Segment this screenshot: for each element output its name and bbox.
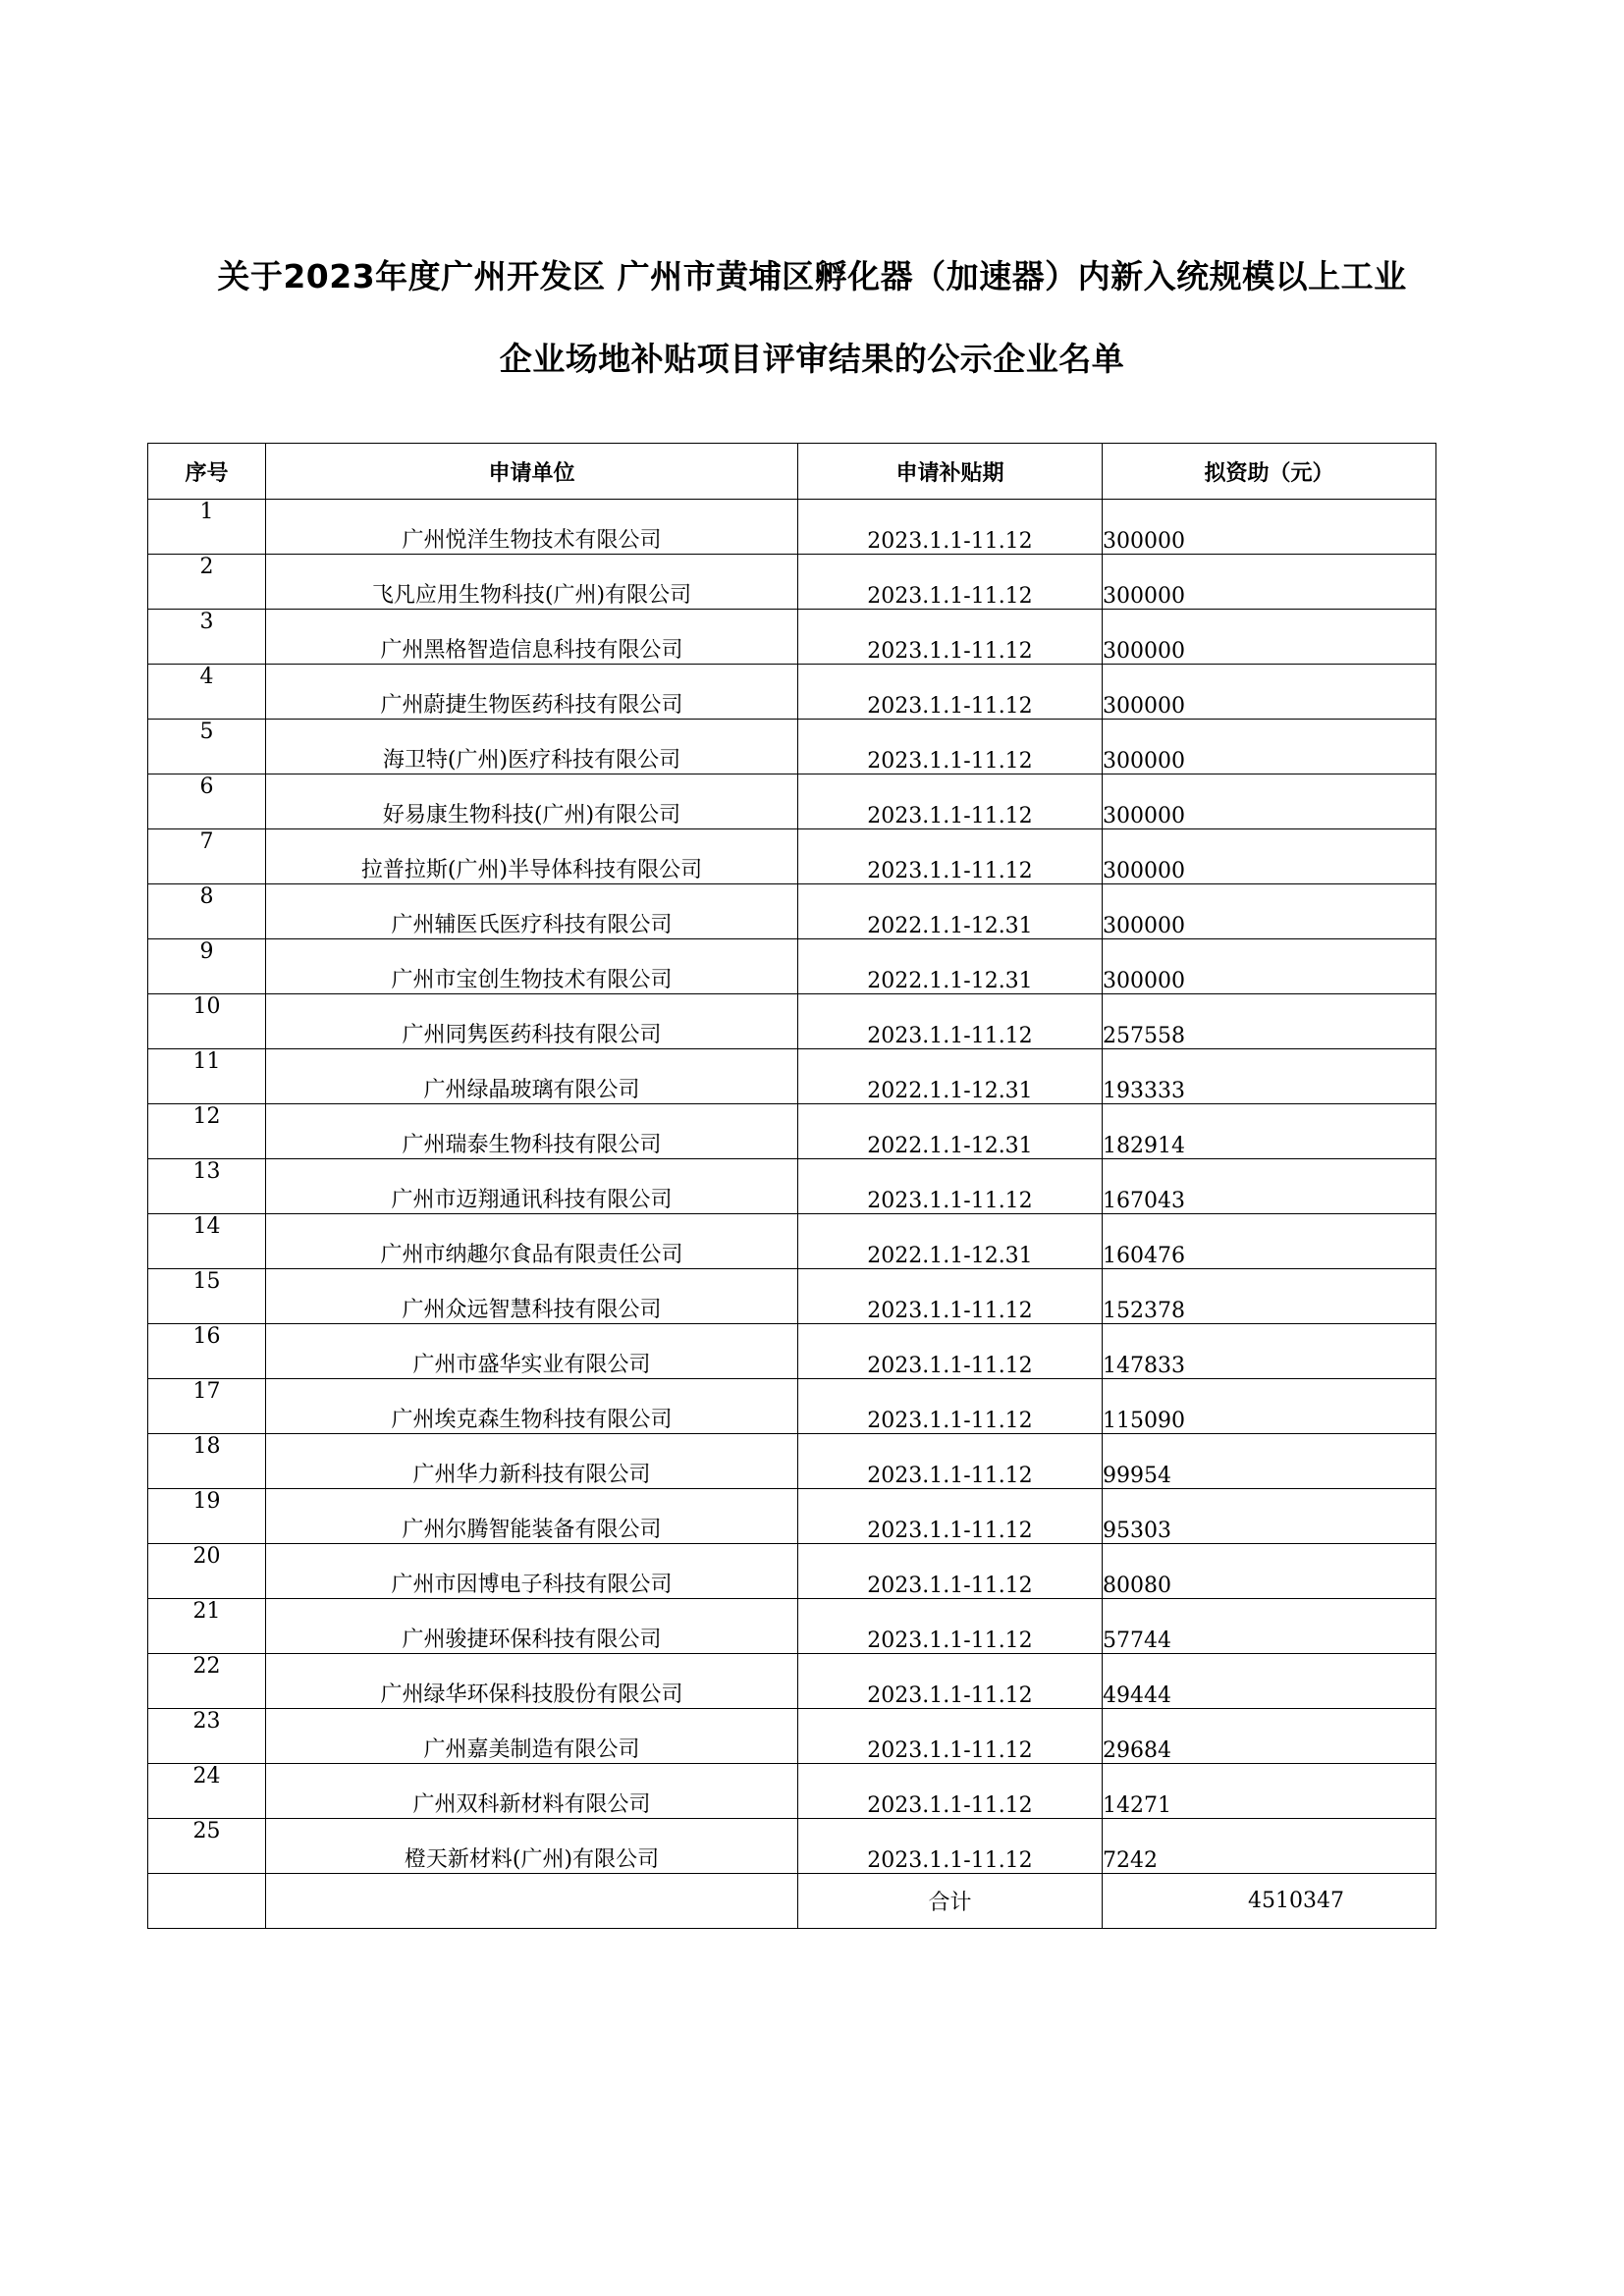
header-serial-number: 序号 xyxy=(148,444,266,500)
subsidy-period-cell: 2023.1.1-11.12 xyxy=(798,555,1103,610)
serial-number-cell: 7 xyxy=(148,829,266,884)
table-row xyxy=(148,555,1436,610)
table-row xyxy=(148,994,1436,1049)
subsidy-amount-cell: 57744 xyxy=(1103,1599,1436,1654)
table-row xyxy=(148,939,1436,994)
table-row xyxy=(148,774,1436,829)
subsidy-period-cell: 2023.1.1-11.12 xyxy=(798,500,1103,555)
subsidy-period-cell: 2023.1.1-11.12 xyxy=(798,1544,1103,1599)
applicant-cell: 广州黑格智造信息科技有限公司 xyxy=(266,610,798,665)
subsidy-amount-cell: 152378 xyxy=(1103,1269,1436,1324)
total-label: 合计 xyxy=(798,1874,1103,1929)
table-row xyxy=(148,1599,1436,1654)
subsidy-period-cell: 2023.1.1-11.12 xyxy=(798,665,1103,720)
subsidy-amount-cell: 300000 xyxy=(1103,829,1436,884)
serial-number-cell: 25 xyxy=(148,1819,266,1874)
table-row xyxy=(148,500,1436,555)
subsidy-amount-cell: 29684 xyxy=(1103,1709,1436,1764)
subsidy-amount-cell: 300000 xyxy=(1103,665,1436,720)
table-row xyxy=(148,1379,1436,1434)
table-row xyxy=(148,884,1436,939)
serial-number-cell: 15 xyxy=(148,1269,266,1324)
subsidy-amount-cell: 160476 xyxy=(1103,1214,1436,1269)
serial-number-cell: 18 xyxy=(148,1434,266,1489)
serial-number-cell: 22 xyxy=(148,1654,266,1709)
applicant-cell: 飞凡应用生物科技(广州)有限公司 xyxy=(266,555,798,610)
serial-number-cell: 6 xyxy=(148,774,266,829)
subsidy-period-cell: 2023.1.1-11.12 xyxy=(798,1379,1103,1434)
serial-number-cell: 13 xyxy=(148,1159,266,1214)
table-row xyxy=(148,1764,1436,1819)
serial-number-cell: 8 xyxy=(148,884,266,939)
applicant-cell: 广州蔚捷生物医药科技有限公司 xyxy=(266,665,798,720)
applicant-cell: 广州绿华环保科技股份有限公司 xyxy=(266,1654,798,1709)
subsidy-amount-cell: 257558 xyxy=(1103,994,1436,1049)
subsidy-amount-cell: 300000 xyxy=(1103,555,1436,610)
table-row xyxy=(148,610,1436,665)
serial-number-cell: 12 xyxy=(148,1104,266,1159)
subsidy-period-cell: 2023.1.1-11.12 xyxy=(798,1819,1103,1874)
document-title-line-2: 企业场地补贴项目评审结果的公示企业名单 xyxy=(499,340,1125,378)
table-row xyxy=(148,1159,1436,1214)
table-row xyxy=(148,665,1436,720)
serial-number-cell: 20 xyxy=(148,1544,266,1599)
subsidy-amount-cell: 49444 xyxy=(1103,1654,1436,1709)
subsidy-amount-cell: 7242 xyxy=(1103,1819,1436,1874)
subsidy-period-cell: 2022.1.1-12.31 xyxy=(798,1049,1103,1104)
subsidy-period-cell: 2023.1.1-11.12 xyxy=(798,1489,1103,1544)
applicant-cell: 广州市宝创生物技术有限公司 xyxy=(266,939,798,994)
subsidy-period-cell: 2023.1.1-11.12 xyxy=(798,1599,1103,1654)
table-row xyxy=(148,1654,1436,1709)
serial-number-cell: 19 xyxy=(148,1489,266,1544)
applicant-cell: 广州华力新科技有限公司 xyxy=(266,1434,798,1489)
subsidy-period-cell: 2022.1.1-12.31 xyxy=(798,1104,1103,1159)
table-row xyxy=(148,1324,1436,1379)
applicant-cell: 广州双科新材料有限公司 xyxy=(266,1764,798,1819)
subsidy-period-cell: 2023.1.1-11.12 xyxy=(798,774,1103,829)
serial-number-cell: 17 xyxy=(148,1379,266,1434)
applicant-cell: 广州绿晶玻璃有限公司 xyxy=(266,1049,798,1104)
applicant-cell: 广州同隽医药科技有限公司 xyxy=(266,994,798,1049)
applicant-cell: 广州市盛华实业有限公司 xyxy=(266,1324,798,1379)
subsidy-period-cell: 2023.1.1-11.12 xyxy=(798,994,1103,1049)
applicant-cell: 广州市因博电子科技有限公司 xyxy=(266,1544,798,1599)
table-row xyxy=(148,1709,1436,1764)
applicant-cell: 广州悦洋生物技术有限公司 xyxy=(266,500,798,555)
applicant-cell: 广州市纳趣尔食品有限责任公司 xyxy=(266,1214,798,1269)
table-row xyxy=(148,1104,1436,1159)
serial-number-cell: 4 xyxy=(148,665,266,720)
subsidy-period-cell: 2023.1.1-11.12 xyxy=(798,829,1103,884)
serial-number-cell: 10 xyxy=(148,994,266,1049)
subsidy-amount-cell: 300000 xyxy=(1103,610,1436,665)
subsidy-amount-cell: 300000 xyxy=(1103,884,1436,939)
header-subsidy-amount: 拟资助（元） xyxy=(1103,444,1436,500)
applicant-cell: 广州尔腾智能装备有限公司 xyxy=(266,1489,798,1544)
subsidy-period-cell: 2022.1.1-12.31 xyxy=(798,884,1103,939)
subsidy-period-cell: 2023.1.1-11.12 xyxy=(798,1764,1103,1819)
serial-number-cell: 3 xyxy=(148,610,266,665)
subsidy-period-cell: 2023.1.1-11.12 xyxy=(798,610,1103,665)
table-row xyxy=(148,1434,1436,1489)
serial-number-cell: 21 xyxy=(148,1599,266,1654)
table-row xyxy=(148,1819,1436,1874)
subsidy-period-cell: 2023.1.1-11.12 xyxy=(798,1324,1103,1379)
subsidy-amount-cell: 95303 xyxy=(1103,1489,1436,1544)
total-amount: 4510347 xyxy=(1103,1874,1436,1929)
applicant-cell: 广州埃克森生物科技有限公司 xyxy=(266,1379,798,1434)
applicant-cell: 好易康生物科技(广州)有限公司 xyxy=(266,774,798,829)
subsidy-period-cell: 2023.1.1-11.12 xyxy=(798,1709,1103,1764)
table-header-row xyxy=(148,444,1436,500)
table-row xyxy=(148,829,1436,884)
applicant-cell: 广州辅医氏医疗科技有限公司 xyxy=(266,884,798,939)
serial-number-cell: 9 xyxy=(148,939,266,994)
subsidy-period-cell: 2023.1.1-11.12 xyxy=(798,1434,1103,1489)
serial-number-cell: 1 xyxy=(148,500,266,555)
subsidy-period-cell: 2023.1.1-11.12 xyxy=(798,720,1103,774)
table-row xyxy=(148,1544,1436,1599)
applicant-cell: 广州瑞泰生物科技有限公司 xyxy=(266,1104,798,1159)
serial-number-cell: 16 xyxy=(148,1324,266,1379)
serial-number-cell: 24 xyxy=(148,1764,266,1819)
table-row xyxy=(148,1489,1436,1544)
subsidy-amount-cell: 14271 xyxy=(1103,1764,1436,1819)
subsidy-amount-cell: 300000 xyxy=(1103,774,1436,829)
subsidy-amount-cell: 115090 xyxy=(1103,1379,1436,1434)
applicant-cell: 广州市迈翔通讯科技有限公司 xyxy=(266,1159,798,1214)
subsidy-amount-cell: 99954 xyxy=(1103,1434,1436,1489)
applicant-cell: 广州嘉美制造有限公司 xyxy=(266,1709,798,1764)
subsidy-amount-cell: 193333 xyxy=(1103,1049,1436,1104)
subsidy-amount-cell: 300000 xyxy=(1103,500,1436,555)
applicant-cell: 海卫特(广州)医疗科技有限公司 xyxy=(266,720,798,774)
header-subsidy-period: 申请补贴期 xyxy=(798,444,1103,500)
company-list-table xyxy=(147,443,1436,1929)
table-total-row xyxy=(148,1874,1436,1929)
table-row xyxy=(148,1269,1436,1324)
subsidy-amount-cell: 300000 xyxy=(1103,939,1436,994)
subsidy-period-cell: 2022.1.1-12.31 xyxy=(798,1214,1103,1269)
table-row xyxy=(148,720,1436,774)
subsidy-amount-cell: 182914 xyxy=(1103,1104,1436,1159)
serial-number-cell: 11 xyxy=(148,1049,266,1104)
subsidy-amount-cell: 300000 xyxy=(1103,720,1436,774)
serial-number-cell: 14 xyxy=(148,1214,266,1269)
subsidy-period-cell: 2023.1.1-11.12 xyxy=(798,1159,1103,1214)
subsidy-amount-cell: 147833 xyxy=(1103,1324,1436,1379)
subsidy-amount-cell: 167043 xyxy=(1103,1159,1436,1214)
serial-number-cell: 2 xyxy=(148,555,266,610)
applicant-cell: 广州骏捷环保科技有限公司 xyxy=(266,1599,798,1654)
subsidy-period-cell: 2022.1.1-12.31 xyxy=(798,939,1103,994)
table-row xyxy=(148,1049,1436,1104)
subsidy-amount-cell: 80080 xyxy=(1103,1544,1436,1599)
subsidy-period-cell: 2023.1.1-11.12 xyxy=(798,1654,1103,1709)
table-row xyxy=(148,1214,1436,1269)
applicant-cell: 橙天新材料(广州)有限公司 xyxy=(266,1819,798,1874)
subsidy-period-cell: 2023.1.1-11.12 xyxy=(798,1269,1103,1324)
header-applicant: 申请单位 xyxy=(266,444,798,500)
document-title-line-1: 关于2023年度广州开发区 广州市黄埔区孵化器（加速器）内新入统规模以上工业 xyxy=(217,257,1407,295)
serial-number-cell: 23 xyxy=(148,1709,266,1764)
total-empty-cell xyxy=(148,1874,266,1929)
total-empty-cell xyxy=(266,1874,798,1929)
applicant-cell: 广州众远智慧科技有限公司 xyxy=(266,1269,798,1324)
serial-number-cell: 5 xyxy=(148,720,266,774)
applicant-cell: 拉普拉斯(广州)半导体科技有限公司 xyxy=(266,829,798,884)
table-body xyxy=(148,500,1436,1874)
